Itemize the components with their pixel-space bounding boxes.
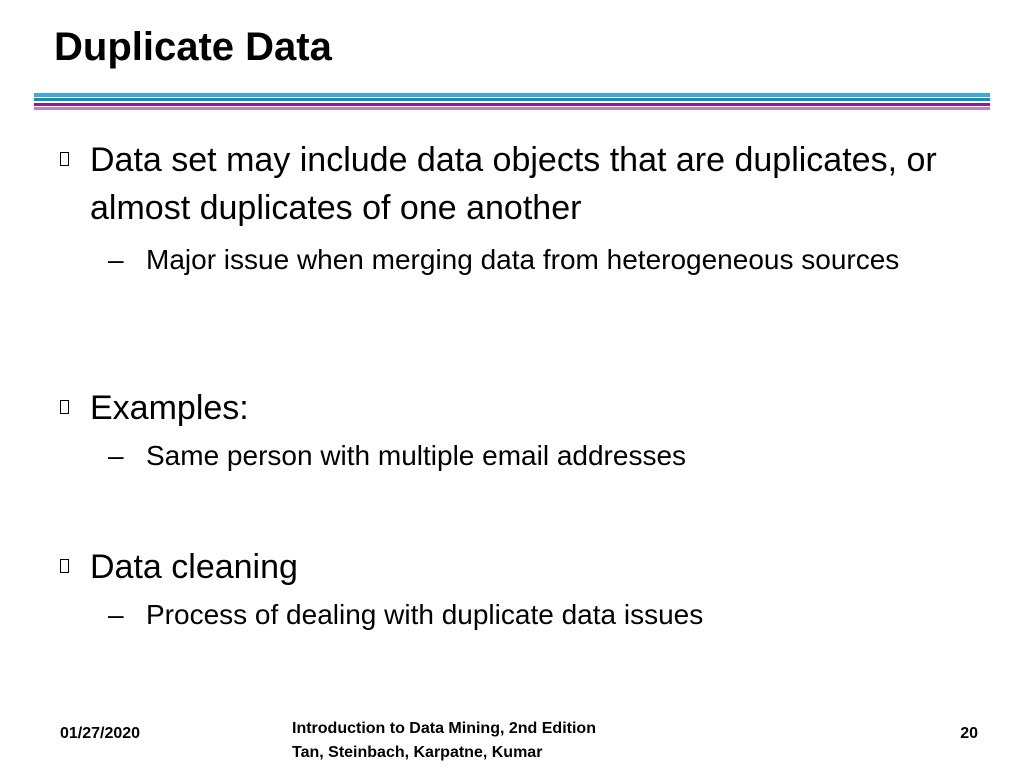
dash-marker: – [108,599,124,630]
bullet-item [60,384,960,432]
bullet-group [60,543,960,635]
footer-citation [292,717,596,765]
square-bullet-icon [60,152,69,166]
dash-marker: – [108,440,124,471]
bullet-group [60,384,960,476]
bullet-item [60,136,960,232]
sub-bullet-item [108,436,960,476]
slide-title: Duplicate Data [54,25,332,69]
title-rule-line [34,98,990,101]
page-number: 20 [960,725,978,742]
bullet-text: Examples: [90,389,249,427]
sub-bullet-item [108,595,960,635]
title-rule-line [34,93,990,97]
footer-authors: Tan, Steinbach, Karpatne, Kumar [292,744,543,761]
bullet-text: Data cleaning [90,548,298,586]
title-rule-line [34,107,990,110]
footer-book-title: Introduction to Data Mining, 2nd Edition [292,720,596,737]
square-bullet-icon [60,559,69,573]
square-bullet-icon [60,400,69,414]
sub-bullet-text: Major issue when merging data from heterogeneous sources [146,244,900,275]
bullet-group [60,136,960,280]
footer-date: 01/27/2020 [60,725,141,742]
sub-bullet-text: Same person with multiple email addresses [146,440,687,471]
sub-bullet-item [108,240,960,280]
bullet-item [60,543,960,591]
sub-bullet-text: Process of dealing with duplicate data issues [146,599,704,630]
dash-marker: – [108,244,124,275]
title-rule-line [34,103,990,106]
bullet-text: Data set may include data objects that are duplicates, or almost duplicates of one another [90,141,937,227]
